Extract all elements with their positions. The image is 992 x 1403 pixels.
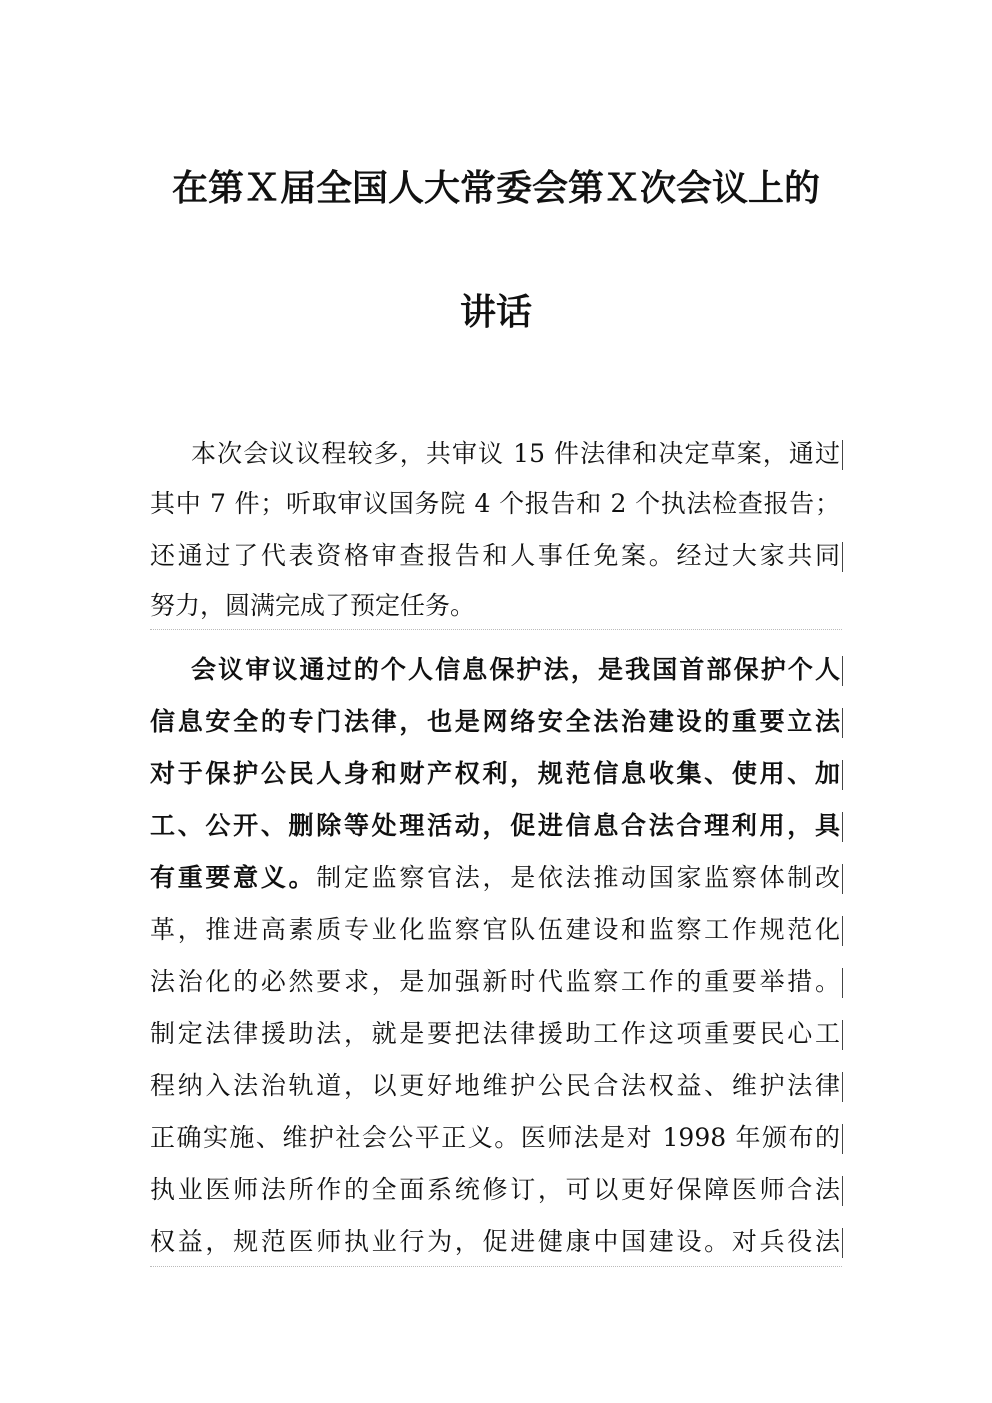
separator	[150, 629, 842, 630]
line-edge-marker	[842, 1020, 843, 1050]
line-edge-marker	[842, 656, 843, 686]
line-edge-marker	[842, 760, 843, 790]
paragraph-1-line: 还通过了代表资格审查报告和人事任免案。经过大家共同	[150, 541, 840, 570]
line-edge-marker	[842, 1072, 843, 1102]
line-edge-marker	[842, 1228, 843, 1258]
paragraph-2-line: 会议审议通过的个人信息保护法，是我国首部保护个人	[191, 655, 840, 684]
paragraph-2-line: 工、公开、删除等处理活动，促进信息合法合理利用，具	[150, 811, 840, 840]
paragraph-2-line: 执业医师法所作的全面系统修订，可以更好保障医师合法	[150, 1175, 840, 1204]
line-edge-marker	[842, 812, 843, 842]
line-edge-marker	[842, 542, 843, 572]
line-edge-marker	[842, 864, 843, 894]
separator	[150, 1266, 842, 1267]
line-edge-marker	[842, 1176, 843, 1206]
paragraph-2-line: 法治化的必然要求，是加强新时代监察工作的重要举措。	[150, 967, 840, 996]
line-edge-marker	[842, 1124, 843, 1154]
paragraph-1-line: 努力，圆满完成了预定任务。	[150, 591, 476, 620]
paragraph-2-line: 信息安全的专门法律，也是网络安全法治建设的重要立法	[150, 707, 840, 736]
line-edge-marker	[842, 968, 843, 998]
line-edge-marker	[842, 916, 843, 946]
paragraph-2-line: 对于保护公民人身和财产权利，规范信息收集、使用、加	[150, 759, 840, 788]
paragraph-1-line: 其中 7 件；听取审议国务院 4 个报告和 2 个执法检查报告；	[150, 489, 840, 518]
document-title-line-1: 在第Ｘ届全国人大常委会第Ｘ次会议上的	[171, 167, 820, 209]
paragraph-2-line: 正确实施、维护社会公平正义。医师法是对 1998 年颁布的	[150, 1123, 840, 1152]
paragraph-2-line: 程纳入法治轨道，以更好地维护公民合法权益、维护法律	[150, 1071, 840, 1100]
paragraph-2-line: 权益，规范医师执业行为，促进健康中国建设。对兵役法	[150, 1227, 840, 1256]
paragraph-2-mixed-line	[150, 858, 840, 898]
paragraph-2-line: 制定法律援助法，就是要把法律援助工作这项重要民心工	[150, 1019, 840, 1048]
body-text: 制定监察官法，是依法推动国家监察体制改	[316, 863, 840, 892]
paragraph-1-line: 本次会议议程较多，共审议 15 件法律和决定草案，通过	[191, 439, 840, 468]
document-title-line-2: 讲话	[459, 291, 532, 333]
line-edge-marker	[842, 708, 843, 738]
line-edge-marker	[842, 440, 843, 470]
emphasis-text: 有重要意义。	[150, 863, 317, 892]
paragraph-2-line: 革，推进高素质专业化监察官队伍建设和监察工作规范化	[150, 915, 840, 944]
